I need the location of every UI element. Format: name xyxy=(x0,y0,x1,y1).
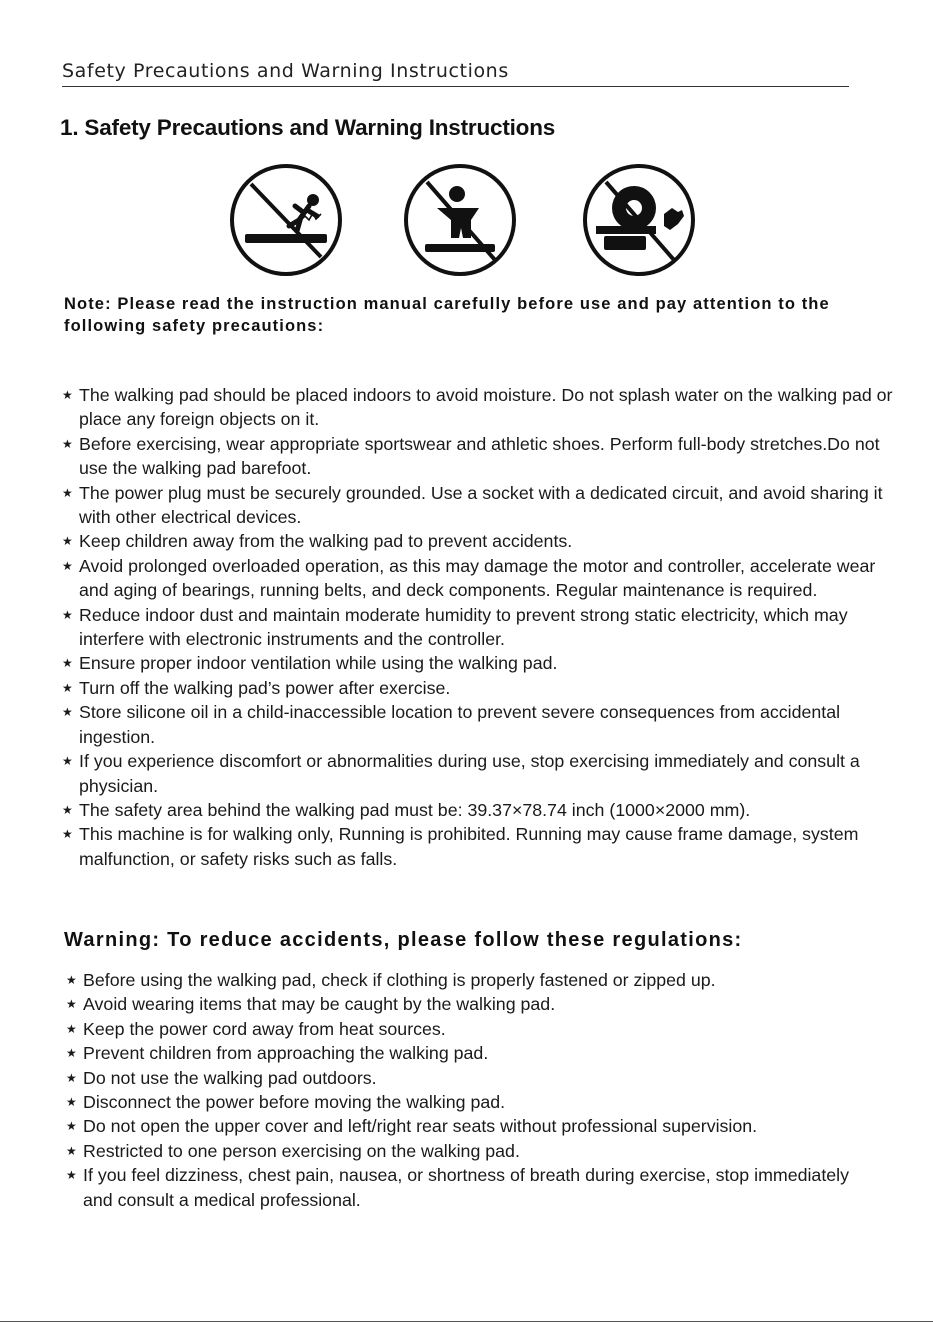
list-item-text: This machine is for walking only, Running is prohibited. Running may cause frame damage, system malfunction, or safety risks such as falls. xyxy=(79,824,859,869)
star-bullet-icon: ★ xyxy=(66,1119,77,1134)
list-item xyxy=(66,1041,883,1065)
list-item xyxy=(62,798,894,822)
list-item xyxy=(66,1114,883,1138)
star-bullet-icon: ★ xyxy=(66,973,77,987)
star-bullet-icon: ★ xyxy=(66,1143,77,1158)
star-bullet-icon: ★ xyxy=(66,1168,77,1183)
warnings-list xyxy=(66,968,883,1212)
list-item xyxy=(62,822,894,871)
list-item-text: If you experience discomfort or abnormalities during use, stop exercising immediately and consult a physician. xyxy=(79,751,860,796)
star-bullet-icon: ★ xyxy=(66,1070,77,1085)
list-item-text: Do not open the upper cover and left/right rear seats without professional supervision. xyxy=(83,1116,758,1137)
safety-icons-row xyxy=(0,162,933,282)
list-item xyxy=(62,651,894,675)
star-bullet-icon: ★ xyxy=(66,997,77,1012)
list-item xyxy=(66,1090,883,1114)
list-item-text: Reduce indoor dust and maintain moderate humidity to prevent strong static electricity, which may interfere with electronic instruments and the controller. xyxy=(79,604,848,650)
star-bullet-icon: ★ xyxy=(62,827,73,842)
list-item-text: Before exercising, wear appropriate sportswear and athletic shoes. Perform full-body stretches.Do not use the walking pad barefoot. xyxy=(79,433,880,479)
star-bullet-icon: ★ xyxy=(66,1021,77,1036)
star-bullet-icon: ★ xyxy=(62,802,73,817)
list-item-text: Store silicone oil in a child-inaccessible location to prevent severe consequences from accidental ingestion. xyxy=(79,702,841,747)
list-item xyxy=(66,1139,883,1163)
star-bullet-icon: ★ xyxy=(62,680,73,695)
star-bullet-icon: ★ xyxy=(62,388,73,402)
list-item-text: Ensure proper indoor ventilation while using the walking pad. xyxy=(79,653,558,674)
list-item-text: If you feel dizziness, chest pain, nausea, or shortness of breath during exercise, stop immediately and consult a medical professional. xyxy=(83,1165,849,1210)
list-item-text: Restricted to one person exercising on the walking pad. xyxy=(83,1140,520,1161)
page-header: Safety Precautions and Warning Instructions xyxy=(62,60,849,87)
list-item-text: Prevent children from approaching the walking pad. xyxy=(83,1043,489,1064)
list-item-text: Before using the walking pad, check if clothing is properly fastened or zipped up. xyxy=(83,970,716,990)
list-item xyxy=(66,1017,883,1041)
list-item xyxy=(62,676,894,700)
list-item xyxy=(62,383,894,432)
star-bullet-icon: ★ xyxy=(62,558,73,573)
list-item xyxy=(62,481,894,530)
warning-heading: Warning: To reduce accidents, please follow these regulations: xyxy=(64,929,743,951)
list-item-text: Keep children away from the walking pad to prevent accidents. xyxy=(79,531,573,552)
list-item-text: The walking pad should be placed indoors to avoid moisture. Do not splash water on the walking pad or place any foreign objects on it. xyxy=(79,385,893,430)
list-item xyxy=(62,529,894,553)
section-title: 1. Safety Precautions and Warning Instructions xyxy=(60,115,556,140)
list-item xyxy=(66,968,883,992)
star-bullet-icon: ★ xyxy=(62,534,73,549)
star-bullet-icon: ★ xyxy=(62,607,73,622)
precautions-list xyxy=(62,383,894,871)
list-item xyxy=(62,700,894,749)
list-item-text: Disconnect the power before moving the walking pad. xyxy=(83,1092,506,1113)
star-bullet-icon: ★ xyxy=(62,436,73,451)
list-item xyxy=(66,992,883,1016)
list-item-text: Turn off the walking pad’s power after exercise. xyxy=(79,677,451,698)
no-standing-on-pad-icon xyxy=(403,162,517,278)
list-item xyxy=(66,1066,883,1090)
list-item-text: Keep the power cord away from heat sources. xyxy=(83,1018,446,1039)
star-bullet-icon: ★ xyxy=(62,485,73,500)
star-bullet-icon: ★ xyxy=(66,1046,77,1061)
list-item-text: Do not use the walking pad outdoors. xyxy=(83,1067,377,1088)
list-item-text: Avoid wearing items that may be caught by the walking pad. xyxy=(83,994,556,1015)
list-item-text: Avoid prolonged overloaded operation, as this may damage the motor and controller, accelerate wear and aging of bearings, running belts, and deck components. Regular maintenance is required. xyxy=(79,555,876,601)
list-item xyxy=(62,603,894,652)
note-text: Note: Please read the instruction manual carefully before use and pay attention to the following safety precautions: xyxy=(64,295,830,335)
no-hands-near-belt-icon xyxy=(582,162,696,278)
star-bullet-icon: ★ xyxy=(66,1095,77,1110)
list-item xyxy=(62,432,894,481)
star-bullet-icon: ★ xyxy=(62,705,73,720)
bottom-divider xyxy=(0,1321,933,1322)
list-item xyxy=(62,554,894,603)
star-bullet-icon: ★ xyxy=(62,754,73,769)
list-item xyxy=(62,749,894,798)
list-item-text: The power plug must be securely grounded. Use a socket with a dedicated circuit, and avoid sharing it with other electrical devices. xyxy=(79,482,883,528)
no-running-on-pad-icon xyxy=(229,162,343,278)
list-item xyxy=(66,1163,883,1212)
list-item-text: The safety area behind the walking pad must be: 39.37×78.74 inch (1000×2000 mm). xyxy=(79,799,751,820)
star-bullet-icon: ★ xyxy=(62,656,73,671)
